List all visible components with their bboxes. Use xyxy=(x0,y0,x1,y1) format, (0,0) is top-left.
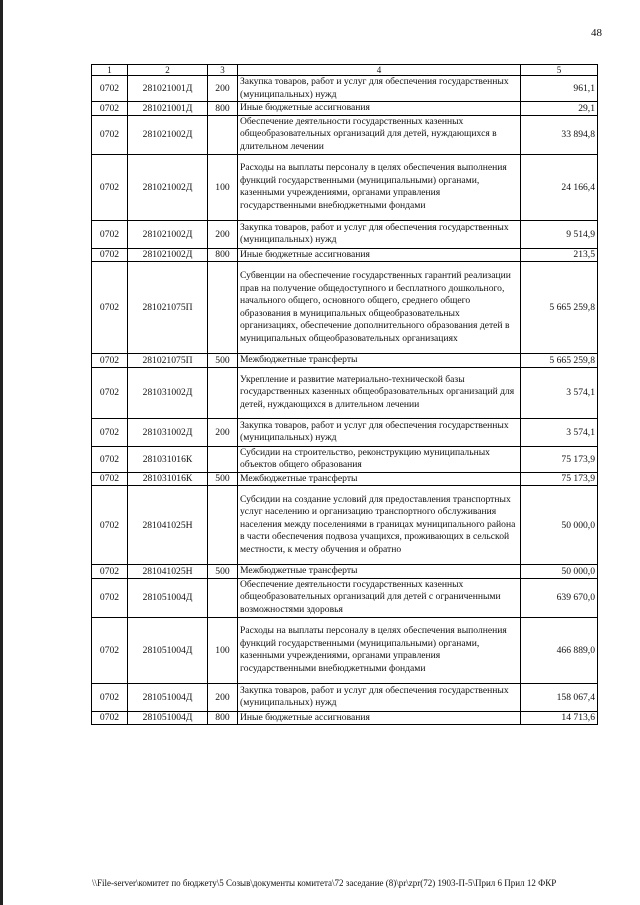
target-article-cell: 281021002Д xyxy=(128,220,208,248)
header-col-2: 2 xyxy=(128,65,208,76)
item-name-cell: Укрепление и развитие материально-технической базы государственных казенных общеобразовательных организаций для детей, нуждающихся в длительном лечении xyxy=(238,367,521,418)
amount-cell: 961,1 xyxy=(521,76,598,102)
page-number: 48 xyxy=(591,27,602,39)
table-row xyxy=(92,262,598,354)
amount-cell: 14 713,6 xyxy=(521,711,598,725)
amount-cell: 9 514,9 xyxy=(521,220,598,248)
section-code-cell: 0702 xyxy=(92,367,128,418)
item-name-cell: Обеспечение деятельности государственных казенных общеобразовательных организаций для детей с ограниченными возможностями здоровья xyxy=(238,578,521,617)
item-name-cell: Закупка товаров, работ и услуг для обеспечения государственных (муниципальных) нужд xyxy=(238,220,521,248)
header-col-3: 3 xyxy=(208,65,238,76)
table-row xyxy=(92,486,598,565)
table-row xyxy=(92,683,598,711)
section-code-cell: 0702 xyxy=(92,486,128,565)
target-article-cell: 281031002Д xyxy=(128,367,208,418)
item-name-cell: Иные бюджетные ассигнования xyxy=(238,711,521,725)
section-code-cell: 0702 xyxy=(92,711,128,725)
table-row xyxy=(92,711,598,725)
expense-type-cell: 200 xyxy=(208,418,238,446)
target-article-cell: 281021075П xyxy=(128,262,208,354)
target-article-cell: 281031016К xyxy=(128,472,208,486)
section-code-cell: 0702 xyxy=(92,248,128,262)
target-article-cell: 281031016К xyxy=(128,446,208,472)
section-code-cell: 0702 xyxy=(92,154,128,220)
target-article-cell: 281051004Д xyxy=(128,683,208,711)
header-col-1: 1 xyxy=(92,65,128,76)
amount-cell: 3 574,1 xyxy=(521,418,598,446)
item-name-cell: Закупка товаров, работ и услуг для обеспечения государственных (муниципальных) нужд xyxy=(238,76,521,102)
table-row xyxy=(92,367,598,418)
amount-cell: 466 889,0 xyxy=(521,617,598,683)
amount-cell: 75 173,9 xyxy=(521,446,598,472)
table-row xyxy=(92,472,598,486)
item-name-cell: Межбюджетные трансферты xyxy=(238,354,521,368)
table-row xyxy=(92,565,598,579)
header-col-4: 4 xyxy=(238,65,521,76)
amount-cell: 3 574,1 xyxy=(521,367,598,418)
table-row xyxy=(92,418,598,446)
item-name-cell: Субвенции на обеспечение государственных гарантий реализации прав на получение общедоступного и бесплатного дошкольного, начального общего, основного общего, среднего общего образования в муниципальных общеобразовательных организациях, обеспечение дополнительного образования детей в муниципальных общеобразовательных организациях xyxy=(238,262,521,354)
budget-table xyxy=(91,64,598,725)
section-code-cell: 0702 xyxy=(92,115,128,154)
section-code-cell: 0702 xyxy=(92,102,128,116)
section-code-cell: 0702 xyxy=(92,220,128,248)
section-code-cell: 0702 xyxy=(92,683,128,711)
item-name-cell: Межбюджетные трансферты xyxy=(238,472,521,486)
expense-type-cell xyxy=(208,367,238,418)
section-code-cell: 0702 xyxy=(92,472,128,486)
expense-type-cell xyxy=(208,115,238,154)
expense-type-cell: 800 xyxy=(208,711,238,725)
table-row xyxy=(92,446,598,472)
item-name-cell: Субсидии на создание условий для предоставления транспортных услуг населению и организацию транспортного обслуживания населения между поселениями в границах муниципального района в части обеспечения подвоза учащихся, проживающих в сельской местности, к месту обучения и обратно xyxy=(238,486,521,565)
amount-cell: 50 000,0 xyxy=(521,486,598,565)
item-name-cell: Закупка товаров, работ и услуг для обеспечения государственных (муниципальных) нужд xyxy=(238,418,521,446)
amount-cell: 5 665 259,8 xyxy=(521,354,598,368)
target-article-cell: 281021075П xyxy=(128,354,208,368)
table-row xyxy=(92,578,598,617)
table-row xyxy=(92,154,598,220)
amount-cell: 33 894,8 xyxy=(521,115,598,154)
section-code-cell: 0702 xyxy=(92,76,128,102)
item-name-cell: Закупка товаров, работ и услуг для обеспечения государственных (муниципальных) нужд xyxy=(238,683,521,711)
scan-edge xyxy=(0,0,3,905)
amount-cell: 5 665 259,8 xyxy=(521,262,598,354)
item-name-cell: Субсидии на строительство, реконструкцию муниципальных объектов общего образования xyxy=(238,446,521,472)
target-article-cell: 281041025Н xyxy=(128,486,208,565)
target-article-cell: 281021002Д xyxy=(128,154,208,220)
amount-cell: 50 000,0 xyxy=(521,565,598,579)
target-article-cell: 281031002Д xyxy=(128,418,208,446)
table-row xyxy=(92,76,598,102)
amount-cell: 213,5 xyxy=(521,248,598,262)
amount-cell: 24 166,4 xyxy=(521,154,598,220)
expense-type-cell: 500 xyxy=(208,472,238,486)
expense-type-cell: 200 xyxy=(208,683,238,711)
target-article-cell: 281051004Д xyxy=(128,578,208,617)
target-article-cell: 281041025Н xyxy=(128,565,208,579)
amount-cell: 75 173,9 xyxy=(521,472,598,486)
expense-type-cell: 100 xyxy=(208,617,238,683)
section-code-cell: 0702 xyxy=(92,617,128,683)
expense-type-cell xyxy=(208,486,238,565)
section-code-cell: 0702 xyxy=(92,262,128,354)
expense-type-cell: 100 xyxy=(208,154,238,220)
expense-type-cell xyxy=(208,262,238,354)
expense-type-cell: 200 xyxy=(208,220,238,248)
target-article-cell: 281021002Д xyxy=(128,248,208,262)
item-name-cell: Расходы на выплаты персоналу в целях обеспечения выполнения функций государственными (муниципальными) органами, казенными учреждениями, органами управления государственными внебюджетными фондами xyxy=(238,154,521,220)
section-code-cell: 0702 xyxy=(92,565,128,579)
section-code-cell: 0702 xyxy=(92,446,128,472)
expense-type-cell: 800 xyxy=(208,102,238,116)
item-name-cell: Расходы на выплаты персоналу в целях обеспечения выполнения функций государственными (муниципальными) органами, казенными учреждениями, органами управления государственными внебюджетными фондами xyxy=(238,617,521,683)
target-article-cell: 281051004Д xyxy=(128,711,208,725)
file-path-footer: \\File-server\комитет по бюджету\5 Созыв\документы комитета\72 заседание (8)\pr\zpr(72) 1903-П-5\Прил 6 Прил 12 ФКР xyxy=(92,878,557,888)
target-article-cell: 281021001Д xyxy=(128,102,208,116)
item-name-cell: Обеспечение деятельности государственных казенных общеобразовательных организаций для детей, нуждающихся в длительном лечении xyxy=(238,115,521,154)
amount-cell: 639 670,0 xyxy=(521,578,598,617)
expense-type-cell: 500 xyxy=(208,354,238,368)
target-article-cell: 281051004Д xyxy=(128,617,208,683)
amount-cell: 158 067,4 xyxy=(521,683,598,711)
table-row xyxy=(92,248,598,262)
section-code-cell: 0702 xyxy=(92,418,128,446)
amount-cell: 29,1 xyxy=(521,102,598,116)
expense-type-cell: 500 xyxy=(208,565,238,579)
expense-type-cell xyxy=(208,446,238,472)
table-header-row xyxy=(92,65,598,76)
target-article-cell: 281021001Д xyxy=(128,76,208,102)
item-name-cell: Иные бюджетные ассигнования xyxy=(238,248,521,262)
expense-type-cell: 200 xyxy=(208,76,238,102)
table-row xyxy=(92,354,598,368)
expense-type-cell: 800 xyxy=(208,248,238,262)
expense-type-cell xyxy=(208,578,238,617)
table-row xyxy=(92,617,598,683)
table-row xyxy=(92,115,598,154)
table-row xyxy=(92,220,598,248)
section-code-cell: 0702 xyxy=(92,578,128,617)
section-code-cell: 0702 xyxy=(92,354,128,368)
item-name-cell: Иные бюджетные ассигнования xyxy=(238,102,521,116)
table-body xyxy=(92,76,598,725)
item-name-cell: Межбюджетные трансферты xyxy=(238,565,521,579)
header-col-5: 5 xyxy=(521,65,598,76)
table-row xyxy=(92,102,598,116)
target-article-cell: 281021002Д xyxy=(128,115,208,154)
